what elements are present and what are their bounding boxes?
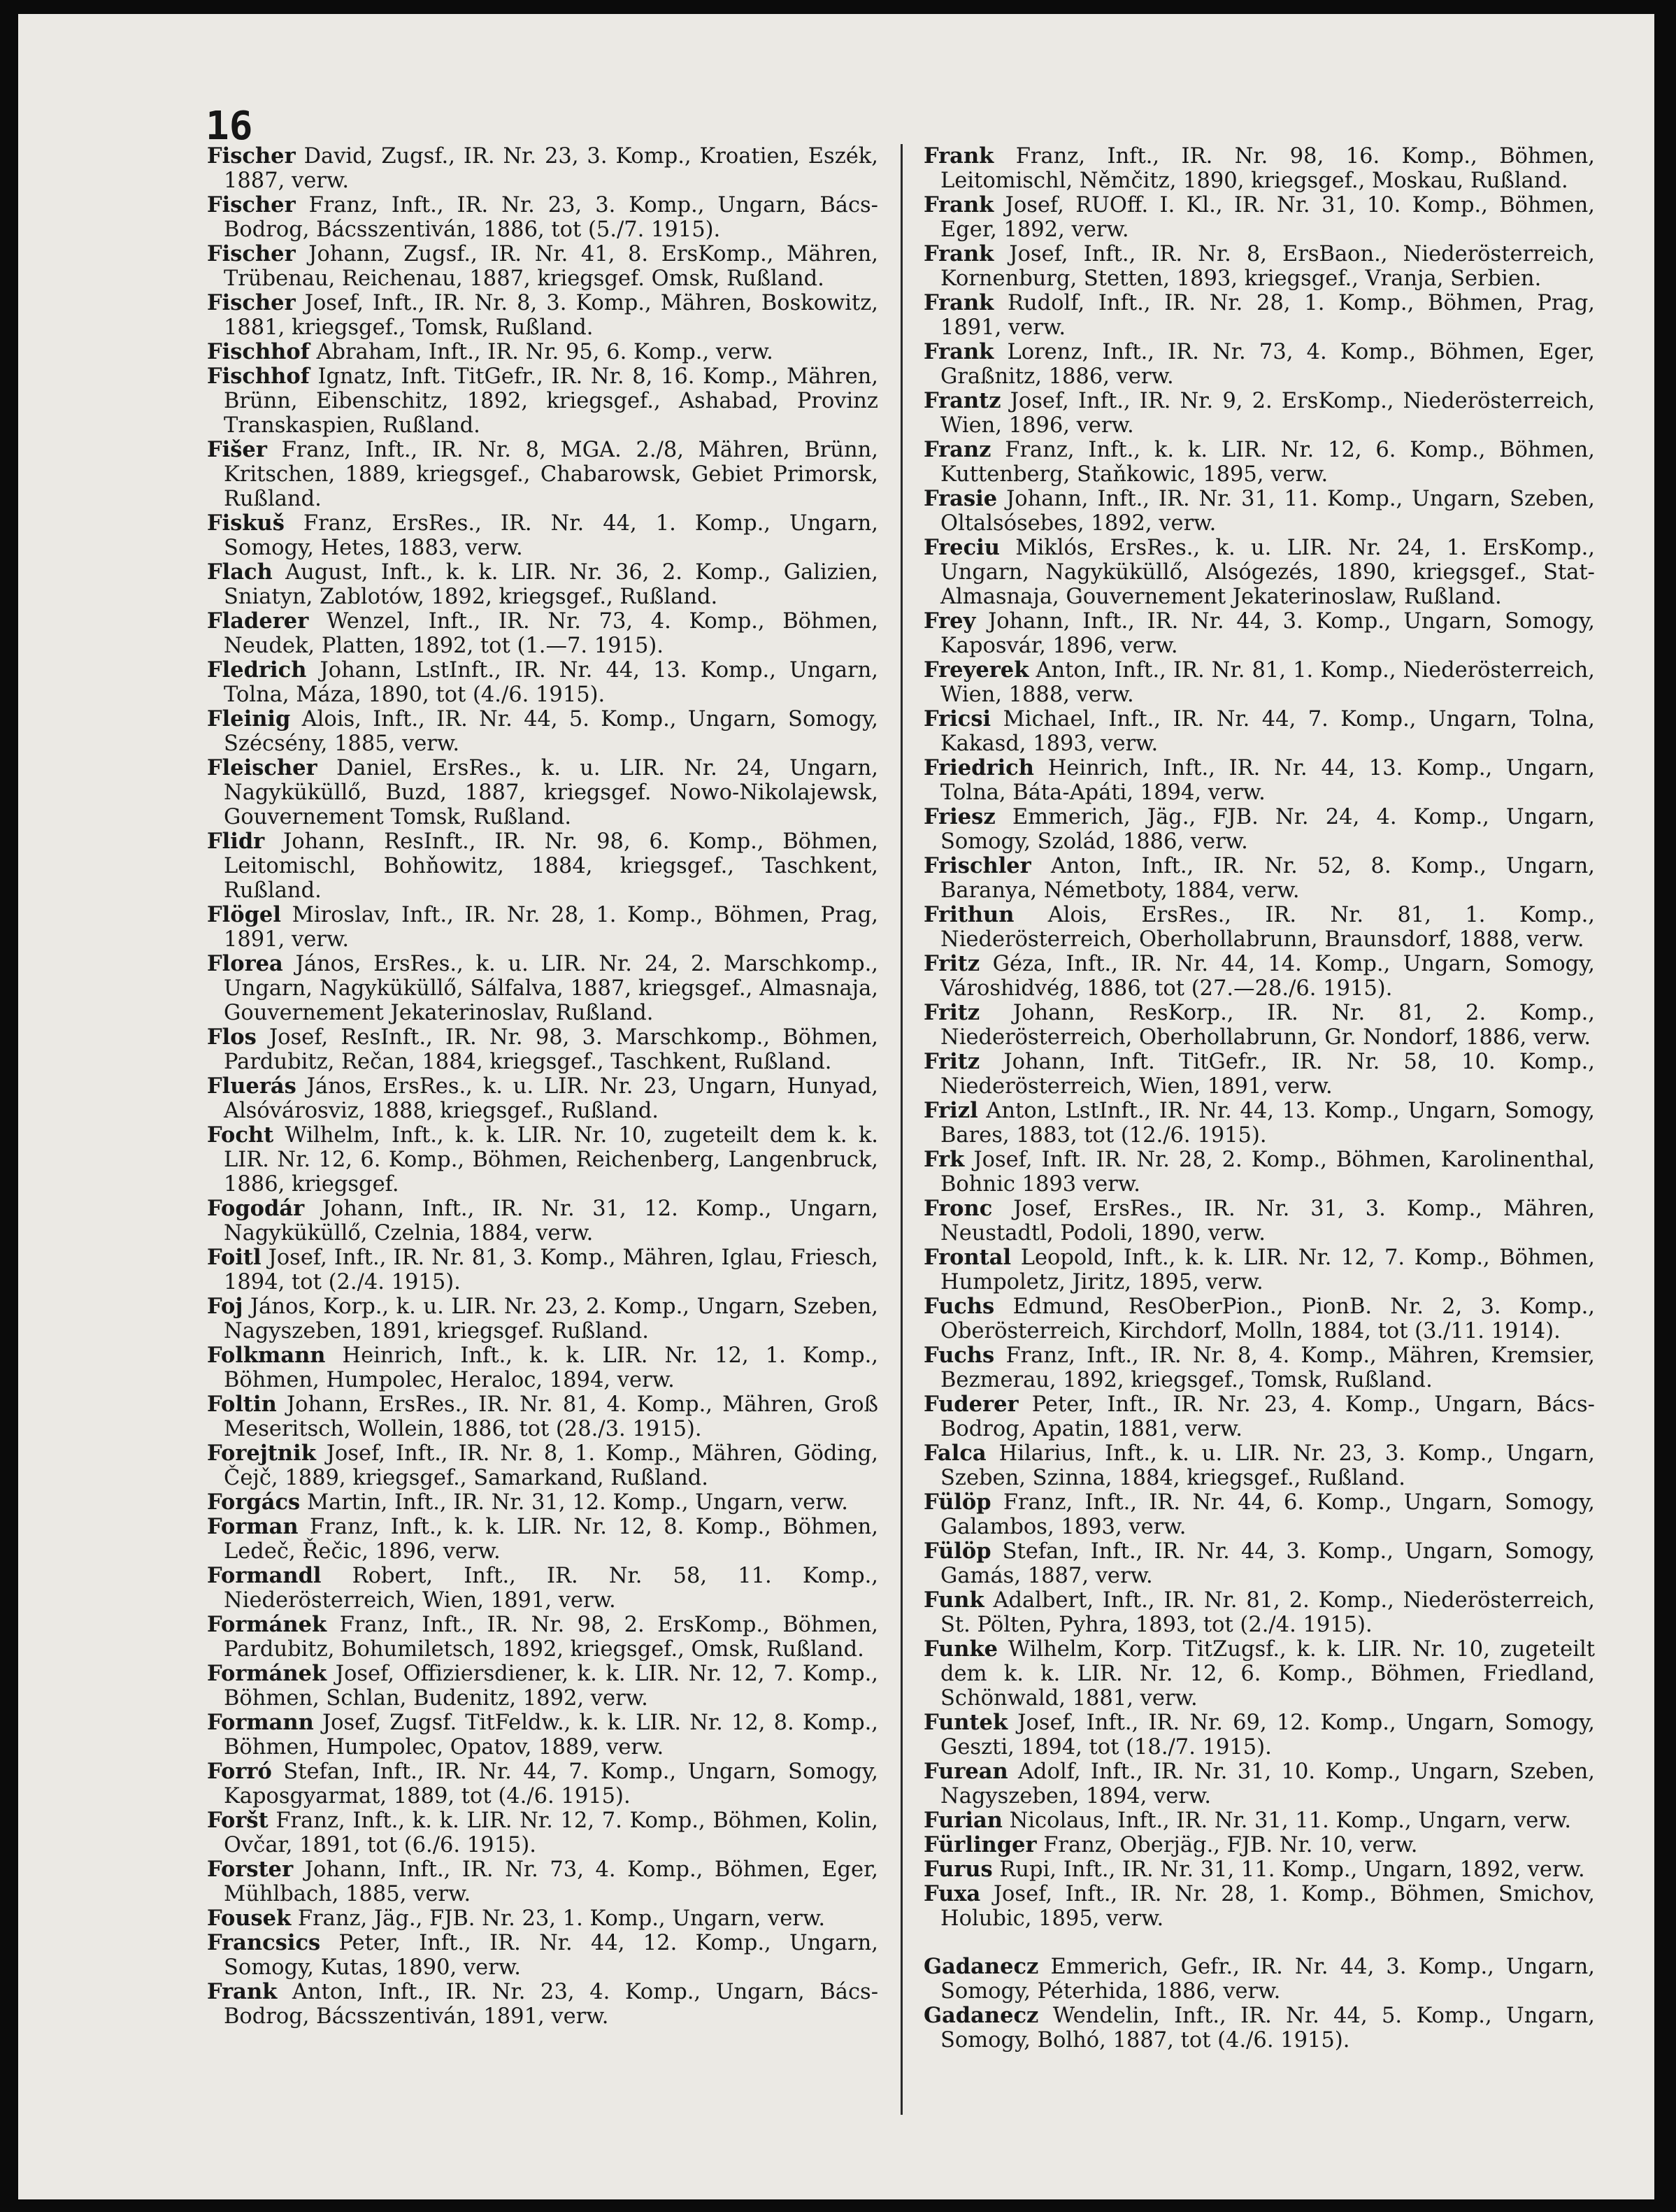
list-entry xyxy=(924,1833,1595,1857)
list-entry xyxy=(207,242,878,291)
entry-details: Josef, RUOff. I. Kl., IR. Nr. 31, 10. Komp., Böhmen, Eger, 1892, verw. xyxy=(940,193,1595,242)
entry-surname: Francsics xyxy=(207,1930,321,1955)
entry-details: Josef, Zugsf. TitFeldw., k. k. LIR. Nr. 12, 8. Komp., Böhmen, Humpolec, Opatov, 1889, verw. xyxy=(224,1711,878,1760)
entry-details: János, ErsRes., k. u. LIR. Nr. 24, 2. Marschkomp., Ungarn, Nagyküküllő, Sálfalva, 1887, kriegsgef., Almasnaja, Gouvernement Jekaterinoslav, Rußland. xyxy=(224,952,878,1025)
list-entry xyxy=(207,658,878,707)
entry-surname: Flach xyxy=(207,559,273,585)
list-entry xyxy=(207,1906,878,1931)
entry-surname: Fogodár xyxy=(207,1196,305,1221)
list-entry xyxy=(924,340,1595,389)
entry-surname: Fischhof xyxy=(207,339,310,364)
entry-surname: Freyerek xyxy=(924,657,1029,683)
list-entry xyxy=(207,340,878,364)
entry-details: Josef, Inft., IR. Nr. 8, 1. Komp., Mähren, Göding, Čejč, 1889, kriegsgef., Samarkand, Rußland. xyxy=(224,1441,879,1490)
entry-surname: Frank xyxy=(924,339,994,364)
list-entry xyxy=(207,903,878,952)
entry-surname: Falca xyxy=(924,1441,987,1466)
list-entry xyxy=(924,1490,1595,1539)
list-entry xyxy=(207,1711,878,1760)
entry-details: Franz, Oberjäg., FJB. Nr. 10, verw. xyxy=(1043,1833,1418,1857)
list-entry xyxy=(924,1294,1595,1343)
entry-surname: Fischer xyxy=(207,241,296,266)
entry-surname: Gadanecz xyxy=(924,2003,1039,2028)
entry-details: Emmerich, Jäg., FJB. Nr. 24, 4. Komp., Ungarn, Somogy, Szolád, 1886, verw. xyxy=(940,805,1595,854)
list-entry xyxy=(924,1392,1595,1441)
list-entry xyxy=(207,707,878,756)
entry-surname: Foltin xyxy=(207,1392,277,1417)
book-page xyxy=(18,14,1654,2199)
entry-details: Nicolaus, Inft., IR. Nr. 31, 11. Komp., Ungarn, verw. xyxy=(1009,1808,1572,1833)
list-entry xyxy=(924,1539,1595,1588)
list-entry xyxy=(207,1662,878,1711)
list-entry xyxy=(924,1857,1595,1882)
entry-details: Josef, Inft. IR. Nr. 28, 2. Komp., Böhmen, Karolinenthal, Bohnic 1893 verw. xyxy=(940,1148,1595,1197)
entry-surname: Friedrich xyxy=(924,755,1034,780)
list-entry xyxy=(924,536,1595,609)
list-entry xyxy=(924,1246,1595,1294)
entry-details: Wenzel, Inft., IR. Nr. 73, 4. Komp., Böhmen, Neudek, Platten, 1892, tot (1.—7. 1915). xyxy=(224,609,879,658)
entry-surname: Fiskuš xyxy=(207,511,285,536)
entry-details: Miroslav, Inft., IR. Nr. 28, 1. Komp., Böhmen, Prag, 1891, verw. xyxy=(224,903,878,952)
list-entry xyxy=(924,1760,1595,1808)
entry-surname: Gadanecz xyxy=(924,1954,1039,1979)
entry-details: Anton, Inft., IR. Nr. 81, 1. Komp., Niederösterreich, Wien, 1888, verw. xyxy=(940,658,1595,707)
entry-details: Wilhelm, Inft., k. k. LIR. Nr. 10, zugeteilt dem k. k. LIR. Nr. 12, 6. Komp., Böhmen, Reichenberg, Langenbruck, 1886, kriegsgef. xyxy=(224,1123,878,1197)
entry-surname: Forman xyxy=(207,1514,299,1539)
entry-details: Josef, Inft., IR. Nr. 8, ErsBaon., Niederösterreich, Kornenburg, Stetten, 1893, kriegsgef., Vranja, Serbien. xyxy=(940,242,1595,291)
entry-surname: Forró xyxy=(207,1759,272,1784)
list-entry xyxy=(924,1099,1595,1148)
entry-surname: Funtek xyxy=(924,1710,1008,1735)
entry-surname: Fluerás xyxy=(207,1073,296,1099)
entry-surname: Fritz xyxy=(924,951,980,976)
entry-surname: Florea xyxy=(207,951,283,976)
list-entry xyxy=(924,1955,1595,2004)
entry-details: Abraham, Inft., IR. Nr. 95, 6. Komp., verw. xyxy=(316,340,773,364)
entry-surname: Formann xyxy=(207,1710,314,1735)
entry-surname: Frantz xyxy=(924,388,1001,413)
entry-details: Wendelin, Inft., IR. Nr. 44, 5. Komp., Ungarn, Somogy, Bolhó, 1887, tot (4./6. 1915). xyxy=(940,2004,1595,2053)
entry-details: Anton, LstInft., IR. Nr. 44, 13. Komp., Ungarn, Somogy, Bares, 1883, tot (12./6. 1915). xyxy=(940,1099,1595,1148)
list-entry xyxy=(924,1637,1595,1711)
entry-surname: Frizl xyxy=(924,1098,978,1123)
list-entry xyxy=(207,1931,878,1980)
entry-details: August, Inft., k. k. LIR. Nr. 36, 2. Komp., Galizien, Sniatyn, Zablotów, 1892, kriegsgef., Rußland. xyxy=(224,560,878,609)
entry-details: Franz, Inft., IR. Nr. 8, 4. Komp., Mähren, Kremsier, Bezmerau, 1892, kriegsgef., Tomsk, Rußland. xyxy=(940,1343,1595,1392)
entry-details: Martin, Inft., IR. Nr. 31, 12. Komp., Ungarn, verw. xyxy=(306,1490,848,1515)
list-entry xyxy=(207,438,878,511)
entry-surname: Fülöp xyxy=(924,1490,991,1515)
entry-details: Géza, Inft., IR. Nr. 44, 14. Komp., Ungarn, Somogy, Városhidvég, 1886, tot (27.—28./6. 1915). xyxy=(940,952,1595,1001)
list-entry xyxy=(924,1588,1595,1637)
list-entry xyxy=(207,1197,878,1246)
entry-surname: Folkmann xyxy=(207,1343,326,1368)
entry-details: Johann, ResInft., IR. Nr. 98, 6. Komp., Böhmen, Leitomischl, Bohňowitz, 1884, kriegsgef., Taschkent, Rußland. xyxy=(224,829,878,903)
list-entry xyxy=(924,487,1595,536)
entry-surname: Fuchs xyxy=(924,1294,995,1319)
entry-surname: Friesz xyxy=(924,804,996,829)
entry-surname: Focht xyxy=(207,1122,274,1148)
entry-details: Johann, LstInft., IR. Nr. 44, 13. Komp., Ungarn, Tolna, Máza, 1890, tot (4./6. 1915). xyxy=(224,658,878,707)
entry-details: Josef, ErsRes., IR. Nr. 31, 3. Komp., Mähren, Neustadtl, Podoli, 1890, verw. xyxy=(940,1197,1595,1246)
entry-surname: Frk xyxy=(924,1147,965,1172)
entry-surname: Frontal xyxy=(924,1245,1012,1270)
entry-surname: Fousek xyxy=(207,1906,292,1931)
entry-surname: Flögel xyxy=(207,902,281,927)
entry-details: Franz, Inft., IR. Nr. 8, MGA. 2./8, Mähren, Brünn, Kritschen, 1889, kriegsgef., Chabarowsk, Gebiet Primorsk, Rußland. xyxy=(224,438,878,511)
entry-details: Josef, Inft., IR. Nr. 69, 12. Komp., Ungarn, Somogy, Geszti, 1894, tot (18./7. 1915). xyxy=(940,1711,1595,1760)
entry-surname: Fülöp xyxy=(924,1539,991,1564)
entry-surname: Fischer xyxy=(207,143,296,169)
list-entry xyxy=(207,1392,878,1441)
list-entry xyxy=(207,756,878,829)
entry-details: Anton, Inft., IR. Nr. 23, 4. Komp., Ungarn, Bács-Bodrog, Bácsszentiván, 1891, verw. xyxy=(224,1980,879,2029)
right-column xyxy=(924,144,1595,2053)
list-entry xyxy=(924,1001,1595,1050)
entry-details: Franz, Inft., IR. Nr. 98, 16. Komp., Böhmen, Leitomischl, Němčitz, 1890, kriegsgef., Moskau, Rußland. xyxy=(940,144,1595,193)
entry-surname: Fricsi xyxy=(924,706,991,732)
entry-surname: Frank xyxy=(924,143,994,169)
entry-surname: Frey xyxy=(924,608,976,634)
list-entry xyxy=(924,193,1595,242)
entry-surname: Flidr xyxy=(207,829,265,854)
list-entry xyxy=(207,1294,878,1343)
entry-surname: Fischhof xyxy=(207,364,310,389)
list-entry xyxy=(207,952,878,1025)
list-entry xyxy=(207,144,878,193)
entry-details: Johann, ResKorp., IR. Nr. 81, 2. Komp., Niederösterreich, Oberhollabrunn, Gr. Nondorf, 1886, verw. xyxy=(940,1001,1595,1050)
list-entry xyxy=(207,560,878,609)
entry-surname: Furean xyxy=(924,1759,1008,1784)
list-entry xyxy=(924,854,1595,903)
entry-surname: Fronc xyxy=(924,1196,993,1221)
entry-details: Lorenz, Inft., IR. Nr. 73, 4. Komp., Böhmen, Eger, Graßnitz, 1886, verw. xyxy=(940,340,1596,389)
entry-surname: Fledrich xyxy=(207,657,307,683)
list-entry xyxy=(924,952,1595,1001)
entry-details: Leopold, Inft., k. k. LIR. Nr. 12, 7. Komp., Böhmen, Humpoletz, Jiritz, 1895, verw. xyxy=(940,1246,1595,1294)
entry-surname: Fritz xyxy=(924,1049,980,1074)
entry-details: Ignatz, Inft. TitGefr., IR. Nr. 8, 16. Komp., Mähren, Brünn, Eibenschitz, 1892, kriegsgef., Ashabad, Provinz Transkaspien, Rußland. xyxy=(224,364,879,438)
entry-details: Josef, Inft., IR. Nr. 8, 3. Komp., Mähren, Boskowitz, 1881, kriegsgef., Tomsk, Rußland. xyxy=(224,291,878,340)
entry-surname: Formánek xyxy=(207,1661,327,1686)
entry-details: Rupi, Inft., IR. Nr. 31, 11. Komp., Ungarn, 1892, verw. xyxy=(999,1857,1585,1882)
entry-surname: Frithun xyxy=(924,902,1015,927)
entry-details: Alois, ErsRes., IR. Nr. 81, 1. Komp., Niederösterreich, Oberhollabrunn, Braunsdorf, 1888, verw. xyxy=(940,903,1595,952)
entry-details: Josef, Inft., IR. Nr. 81, 3. Komp., Mähren, Iglau, Friesch, 1894, tot (2./4. 1915). xyxy=(224,1246,878,1294)
list-entry xyxy=(207,1441,878,1490)
list-entry xyxy=(924,1197,1595,1246)
entry-details: Heinrich, Inft., k. k. LIR. Nr. 12, 1. Komp., Böhmen, Humpolec, Heraloc, 1894, verw. xyxy=(224,1343,879,1392)
list-entry xyxy=(207,291,878,340)
list-entry xyxy=(207,193,878,242)
list-entry xyxy=(207,1074,878,1123)
entry-surname: Funke xyxy=(924,1636,998,1662)
entry-details: Johann, Zugsf., IR. Nr. 41, 8. ErsKomp., Mähren, Trübenau, Reichenau, 1887, kriegsgef. Omsk, Rußland. xyxy=(224,242,878,291)
list-entry xyxy=(924,1050,1595,1099)
entry-surname: Forster xyxy=(207,1857,294,1882)
list-entry xyxy=(207,511,878,560)
list-entry xyxy=(924,658,1595,707)
entry-details: Johann, Inft., IR. Nr. 73, 4. Komp., Böhmen, Eger, Mühlbach, 1885, verw. xyxy=(224,1857,878,1906)
list-entry xyxy=(924,389,1595,438)
list-entry xyxy=(207,1760,878,1808)
list-entry xyxy=(924,242,1595,291)
entry-surname: Fürlinger xyxy=(924,1832,1037,1857)
list-entry xyxy=(207,609,878,658)
entry-details: Michael, Inft., IR. Nr. 44, 7. Komp., Ungarn, Tolna, Kakasd, 1893, verw. xyxy=(940,707,1595,756)
list-entry xyxy=(924,805,1595,854)
entry-surname: Frasie xyxy=(924,486,998,511)
entry-details: Johann, Inft., IR. Nr. 44, 3. Komp., Ungarn, Somogy, Kaposvár, 1896, verw. xyxy=(940,609,1596,658)
entry-details: Rudolf, Inft., IR. Nr. 28, 1. Komp., Böhmen, Prag, 1891, verw. xyxy=(940,291,1596,340)
entry-surname: Fischer xyxy=(207,192,296,217)
entry-surname: Fleinig xyxy=(207,706,291,732)
entry-details: János, Korp., k. u. LIR. Nr. 23, 2. Komp., Ungarn, Szeben, Nagyszeben, 1891, kriegsgef. Rußland. xyxy=(224,1294,878,1343)
list-entry xyxy=(924,1808,1595,1833)
entry-surname: Frank xyxy=(924,192,994,217)
list-entry xyxy=(924,1148,1595,1197)
list-entry xyxy=(924,756,1595,805)
entry-surname: Frank xyxy=(924,290,994,315)
entry-surname: Formánek xyxy=(207,1612,327,1637)
entry-surname: Foj xyxy=(207,1294,243,1319)
entry-details: Anton, Inft., IR. Nr. 52, 8. Komp., Ungarn, Baranya, Németboty, 1884, verw. xyxy=(940,854,1595,903)
list-entry xyxy=(924,1343,1595,1392)
entry-details: Emmerich, Gefr., IR. Nr. 44, 3. Komp., Ungarn, Somogy, Péterhida, 1886, verw. xyxy=(940,1955,1595,2004)
entry-surname: Fuxa xyxy=(924,1881,981,1906)
entry-details: Hilarius, Inft., k. u. LIR. Nr. 23, 3. Komp., Ungarn, Szeben, Szinna, 1884, kriegsgef., Rußland. xyxy=(940,1441,1595,1490)
list-entry xyxy=(207,364,878,438)
list-entry xyxy=(207,1025,878,1074)
entry-surname: Foršt xyxy=(207,1808,268,1833)
entry-details: Johann, Inft., IR. Nr. 31, 11. Komp., Ungarn, Szeben, Oltalsósebes, 1892, verw. xyxy=(940,487,1596,536)
list-entry xyxy=(207,1515,878,1564)
list-entry xyxy=(207,1980,878,2029)
entry-details: Franz, Inft., k. k. LIR. Nr. 12, 6. Komp., Böhmen, Kuttenberg, Staňkowic, 1895, verw. xyxy=(940,438,1595,487)
entry-surname: Freciu xyxy=(924,535,1000,560)
entry-surname: Forejtnik xyxy=(207,1441,316,1466)
list-entry xyxy=(924,903,1595,952)
column-divider xyxy=(901,144,903,2115)
list-entry xyxy=(924,1882,1595,1931)
list-entry xyxy=(924,1441,1595,1490)
list-entry xyxy=(924,144,1595,193)
entry-surname: Furian xyxy=(924,1808,1003,1833)
entry-details: Edmund, ResOberPion., PionB. Nr. 2, 3. Komp., Oberösterreich, Kirchdorf, Molln, 1884, tot (3./11. 1914). xyxy=(940,1294,1595,1343)
list-entry xyxy=(924,609,1595,658)
entry-surname: Fritz xyxy=(924,1000,980,1025)
entry-details: Daniel, ErsRes., k. u. LIR. Nr. 24, Ungarn, Nagyküküllő, Buzd, 1887, kriegsgef. Nowo-Nikolajewsk, Gouvernement Tomsk, Rußland. xyxy=(224,756,878,829)
list-entry xyxy=(207,1123,878,1197)
entry-details: Josef, ResInft., IR. Nr. 98, 3. Marschkomp., Böhmen, Pardubitz, Rečan, 1884, kriegsgef., Taschkent, Rußland. xyxy=(224,1025,878,1074)
list-entry xyxy=(207,1808,878,1857)
entry-surname: Fuchs xyxy=(924,1343,995,1368)
entry-details: Heinrich, Inft., IR. Nr. 44, 13. Komp., Ungarn, Tolna, Báta-Apáti, 1894, verw. xyxy=(940,756,1595,805)
entry-details: Franz, ErsRes., IR. Nr. 44, 1. Komp., Ungarn, Somogy, Hetes, 1883, verw. xyxy=(224,511,878,560)
entry-surname: Frischler xyxy=(924,853,1031,878)
list-entry xyxy=(207,1490,878,1515)
entry-surname: Funk xyxy=(924,1587,984,1613)
page-number: 16 xyxy=(206,104,253,149)
list-entry xyxy=(924,438,1595,487)
list-entry xyxy=(207,1246,878,1294)
entry-details: Franz, Inft., k. k. LIR. Nr. 12, 8. Komp., Böhmen, Ledeč, Řečic, 1896, verw. xyxy=(224,1515,878,1564)
entry-details: Franz, Inft., IR. Nr. 44, 6. Komp., Ungarn, Somogy, Galambos, 1893, verw. xyxy=(940,1490,1595,1539)
list-entry xyxy=(207,1564,878,1613)
entry-details: Robert, Inft., IR. Nr. 58, 11. Komp., Niederösterreich, Wien, 1891, verw. xyxy=(224,1564,878,1613)
entry-details: Josef, Inft., IR. Nr. 28, 1. Komp., Böhmen, Smichov, Holubic, 1895, verw. xyxy=(940,1882,1595,1931)
entry-surname: Fuderer xyxy=(924,1392,1019,1417)
list-entry xyxy=(207,1343,878,1392)
entry-surname: Frank xyxy=(207,1979,278,2004)
list-entry xyxy=(924,2004,1595,2053)
entry-surname: Frank xyxy=(924,241,994,266)
list-entry xyxy=(924,291,1595,340)
entry-details: Franz, Inft., k. k. LIR. Nr. 12, 7. Komp., Böhmen, Kolin, Ovčar, 1891, tot (6./6. 1915). xyxy=(224,1808,879,1857)
entry-surname: Formandl xyxy=(207,1563,322,1588)
entry-surname: Fischer xyxy=(207,290,296,315)
entry-surname: Forgács xyxy=(207,1490,301,1515)
entry-details: Franz, Jäg., FJB. Nr. 23, 1. Komp., Ungarn, verw. xyxy=(297,1906,826,1931)
entry-details: Wilhelm, Korp. TitZugsf., k. k. LIR. Nr. 10, zugeteilt dem k. k. LIR. Nr. 12, 6. Komp., Böhmen, Friedland, Schönwald, 1881, verw. xyxy=(940,1637,1595,1711)
entry-surname: Fladerer xyxy=(207,608,309,634)
entry-details: Adolf, Inft., IR. Nr. 31, 10. Komp., Ungarn, Szeben, Nagyszeben, 1894, verw. xyxy=(940,1760,1595,1808)
entry-details: Miklós, ErsRes., k. u. LIR. Nr. 24, 1. ErsKomp., Ungarn, Nagyküküllő, Alsógezés, 1890, kriegsgef., Stat-Almasnaja, Gouvernement Jekaterinoslaw, Rußland. xyxy=(940,536,1595,609)
entry-details: Josef, Offiziersdiener, k. k. LIR. Nr. 12, 7. Komp., Böhmen, Schlan, Budenitz, 1892, verw. xyxy=(224,1662,878,1711)
entry-details: Johann, ErsRes., IR. Nr. 81, 4. Komp., Mähren, Groß Meseritsch, Wollein, 1886, tot (28./3. 1915). xyxy=(224,1392,878,1441)
entry-details: Stefan, Inft., IR. Nr. 44, 7. Komp., Ungarn, Somogy, Kaposgyarmat, 1889, tot (4./6. 1915). xyxy=(224,1760,879,1808)
entry-surname: Foitl xyxy=(207,1245,262,1270)
list-entry xyxy=(207,1613,878,1662)
entry-surname: Fleischer xyxy=(207,755,317,780)
entry-details: Peter, Inft., IR. Nr. 44, 12. Komp., Ungarn, Somogy, Kutas, 1890, verw. xyxy=(224,1931,878,1980)
entry-surname: Furus xyxy=(924,1857,993,1882)
entry-details: Franz, Inft., IR. Nr. 23, 3. Komp., Ungarn, Bács-Bodrog, Bácsszentiván, 1886, tot (5./7. 1915). xyxy=(224,193,878,242)
entry-details: Alois, Inft., IR. Nr. 44, 5. Komp., Ungarn, Somogy, Szécsény, 1885, verw. xyxy=(224,707,878,756)
entry-details: Josef, Inft., IR. Nr. 9, 2. ErsKomp., Niederösterreich, Wien, 1896, verw. xyxy=(940,389,1595,438)
entry-surname: Franz xyxy=(924,437,991,462)
entry-details: Peter, Inft., IR. Nr. 23, 4. Komp., Ungarn, Bács-Bodrog, Apatin, 1881, verw. xyxy=(940,1392,1595,1441)
list-entry xyxy=(207,829,878,903)
entry-details: Stefan, Inft., IR. Nr. 44, 3. Komp., Ungarn, Somogy, Gamás, 1887, verw. xyxy=(940,1539,1595,1588)
list-entry xyxy=(924,707,1595,756)
left-column xyxy=(207,144,878,2029)
entry-details: David, Zugsf., IR. Nr. 23, 3. Komp., Kroatien, Eszék, 1887, verw. xyxy=(224,144,878,193)
list-entry xyxy=(207,1857,878,1906)
entry-surname: Fišer xyxy=(207,437,267,462)
entry-details: Adalbert, Inft., IR. Nr. 81, 2. Komp., Niederösterreich, St. Pölten, Pyhra, 1893, tot (2./4. 1915). xyxy=(940,1588,1595,1637)
entry-details: Franz, Inft., IR. Nr. 98, 2. ErsKomp., Böhmen, Pardubitz, Bohumiletsch, 1892, kriegsgef., Omsk, Rußland. xyxy=(224,1613,878,1662)
entry-surname: Flos xyxy=(207,1025,257,1050)
entry-details: Johann, Inft., IR. Nr. 31, 12. Komp., Ungarn, Nagyküküllő, Czelnia, 1884, verw. xyxy=(224,1197,878,1246)
entry-details: Johann, Inft. TitGefr., IR. Nr. 58, 10. Komp., Niederösterreich, Wien, 1891, verw. xyxy=(940,1050,1595,1099)
list-entry xyxy=(924,1711,1595,1760)
entry-details: János, ErsRes., k. u. LIR. Nr. 23, Ungarn, Hunyad, Alsóvárosviz, 1888, kriegsgef., Rußland. xyxy=(224,1074,878,1123)
